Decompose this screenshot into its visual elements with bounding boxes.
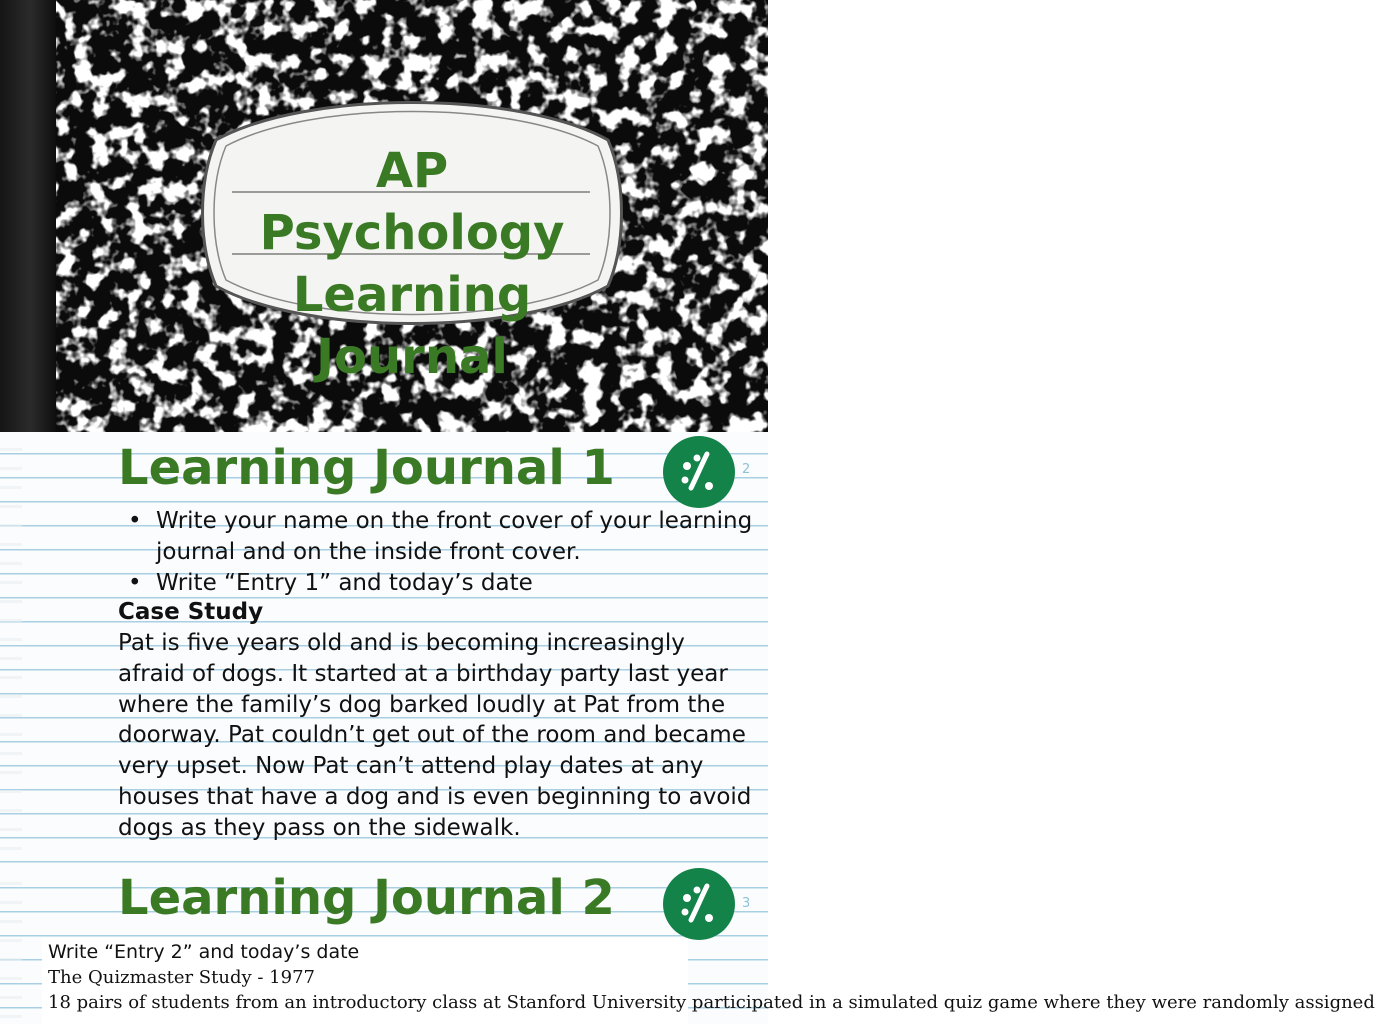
slide-title: Learning Journal 2 (118, 870, 615, 926)
cover-slide (0, 0, 768, 432)
list-item: • Write “Entry 1” and today’s date (126, 568, 756, 599)
classroom-badge-icon (663, 436, 735, 508)
learning-journal-2-slide (0, 866, 1375, 1024)
cover-title-line-1: AP (375, 143, 449, 199)
cover-title-line-2: Psychology (259, 205, 565, 261)
case-study-text: Pat is five years old and is becoming increasingly afraid of dogs. It started at a birthday party last year where the family’s dog barked loudly at Pat from the doorway. Pat couldn’t get out of the room and became very upset. Now Pat can’t attend play dates at any houses that have a dog and is even beginning to avoid dogs as they pass on the sidewalk. (118, 630, 752, 841)
paper-margin-texture (0, 866, 22, 1024)
learning-journal-1-slide (0, 432, 768, 866)
entry-text-box (42, 938, 1375, 1024)
entry-instruction: Write “Entry 2” and today’s date (48, 941, 360, 963)
slide-number: 3 (742, 896, 751, 911)
notebook-spine (0, 0, 56, 432)
slide-number: 2 (742, 462, 751, 477)
instruction-list (126, 506, 756, 599)
cover-title (196, 140, 628, 388)
study-description: 18 pairs of students from an introductory class at Stanford University participated in a simulated quiz game where they were randomly assigned (48, 992, 1375, 1013)
paper-margin-texture (0, 432, 22, 866)
classroom-badge-icon (663, 868, 735, 940)
slide-title: Learning Journal 1 (118, 440, 615, 496)
study-title: The Quizmaster Study - 1977 (48, 967, 315, 988)
list-item: • Write your name on the front cover of your learning journal and on the inside front cover. (126, 506, 756, 568)
cover-title-line-4: Journal (316, 329, 508, 385)
case-study-heading: Case Study (118, 599, 264, 625)
cover-title-line-3: Learning (292, 267, 532, 323)
